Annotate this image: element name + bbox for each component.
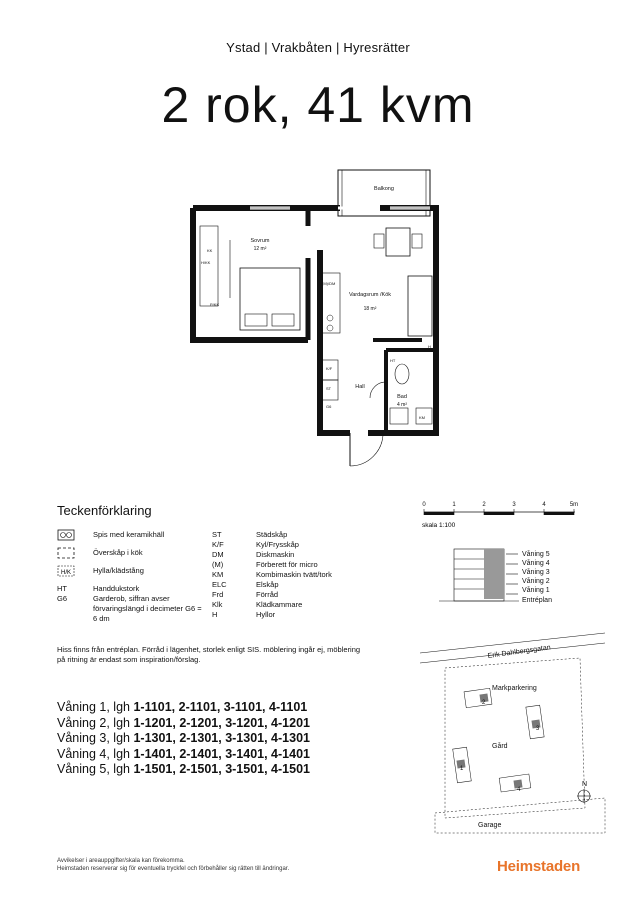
page-subtitle: Ystad | Vrakbåten | Hyresrätter bbox=[226, 40, 410, 55]
unit-row: Våning 5, lgh 1-1501, 2-1501, 3-1501, 4-1501 bbox=[57, 762, 310, 776]
plan-label-ht: HT bbox=[390, 358, 396, 363]
room-label-vardagsrum: Vardagsrum /Kök bbox=[348, 292, 392, 298]
floor-label: Entréplan bbox=[522, 597, 552, 604]
room-area-vardagsrum: 18 m² bbox=[363, 306, 377, 312]
north-label: N bbox=[582, 781, 588, 788]
floor-label: Våning 1 bbox=[522, 587, 550, 594]
overhead-cabinet-icon bbox=[57, 547, 77, 559]
plan-label-kk: KK bbox=[207, 248, 213, 253]
scale-tick: 5m bbox=[569, 502, 579, 508]
room-label-hall: Hall bbox=[355, 384, 365, 390]
room-label-bad: Bad bbox=[397, 394, 407, 400]
notes: Hiss finns från entréplan. Förråd i lägenhet, storlek enligt SIS. möblering ingår ej, möblering på ritning är endast som inspiration/förslag. bbox=[57, 645, 361, 664]
floor-label: Våning 4 bbox=[522, 560, 550, 567]
legend-title: Teckenförklaring bbox=[57, 503, 152, 518]
room-area-sovrum: 12 m² bbox=[253, 246, 267, 252]
scale-bar bbox=[408, 498, 598, 534]
unit-row: Våning 2, lgh 1-1201, 2-1201, 3-1201, 4-1201 bbox=[57, 715, 310, 730]
room-area-bad: 4 m² bbox=[397, 402, 407, 408]
plan-label-kf: K/F bbox=[326, 366, 333, 371]
building-number: 1 bbox=[460, 766, 464, 772]
garage-label: Garage bbox=[478, 822, 502, 829]
scale-tick: 3 bbox=[512, 502, 516, 508]
floor-label: Våning 5 bbox=[522, 551, 550, 558]
shelf-rail-icon bbox=[57, 565, 77, 577]
floor-label: Våning 2 bbox=[522, 578, 550, 585]
plan-label-pkk: P/KK bbox=[210, 302, 220, 307]
parking-label: Markparkering bbox=[492, 685, 537, 692]
plan-label-hkk: H/KK bbox=[201, 260, 211, 265]
plan-label-h: H bbox=[428, 344, 431, 349]
floor-label: Våning 3 bbox=[522, 569, 550, 576]
plan-label-dm: (M)/DM bbox=[322, 281, 336, 286]
unit-row: Våning 4, lgh 1-1401, 2-1401, 3-1401, 4-1401 bbox=[57, 746, 310, 761]
plan-label-g6: G6 bbox=[326, 404, 332, 409]
floor-plan bbox=[190, 168, 450, 468]
page-title: 2 rok, 41 kvm bbox=[161, 77, 475, 133]
plan-label-st: ST bbox=[326, 386, 332, 391]
scale-tick: 1 bbox=[452, 502, 456, 508]
room-label-balkong: Balkong bbox=[374, 186, 394, 192]
room-label-sovrum: Sovrum bbox=[250, 238, 270, 244]
legend: Spis med keramikhäll Överskåp i kök H/K Hylla/klädstång HT Handdukstork G6 Garderob, siffran avser förvaringslängd i decimeter G6 = 6 dm ST Städskåp K/F Kyl/Frysskåp DM Diskmaskin (M) Förberett för micro KM Kombimaskin tvätt/tork ELC Elskåp Frd Förråd Klk Klädkammare H Hyllor bbox=[57, 530, 332, 623]
unit-row: Våning 1, lgh 1-1101, 2-1101, 3-1101, 4-1101 bbox=[57, 700, 308, 714]
scale-tick: 4 bbox=[542, 502, 546, 508]
unit-row: Våning 3, lgh 1-1301, 2-1301, 3-1301, 4-1301 bbox=[57, 731, 310, 745]
courtyard-label: Gård bbox=[492, 743, 508, 750]
building-elevation bbox=[434, 545, 604, 610]
north-arrow-icon bbox=[577, 789, 591, 803]
svg-text:H/K: H/K bbox=[61, 570, 72, 576]
scale-label: skala 1:100 bbox=[422, 522, 456, 529]
plan-label-km: KM bbox=[419, 415, 425, 420]
scale-tick: 2 bbox=[482, 502, 486, 508]
site-plan bbox=[420, 618, 610, 838]
building-number: 3 bbox=[536, 726, 540, 732]
street-label: Erik Dahlbergsgatan bbox=[487, 644, 552, 660]
legend-item-g6: G6 Garderob, siffran avser förvaringslängd i decimeter G6 = 6 dm bbox=[57, 594, 202, 623]
unit-list bbox=[57, 700, 310, 778]
cooktop-icon bbox=[57, 529, 77, 541]
legend-item-ht: HT Handdukstork bbox=[57, 584, 140, 593]
disclaimer: Avvikelser i areauppgifter/skala kan förekomma. Heimstaden reserverar sig för eventuella tryckfel och förbehåller sig rätten till ändringar. bbox=[57, 858, 290, 872]
scale-tick: 0 bbox=[422, 502, 426, 508]
building-number: 4 bbox=[517, 787, 521, 793]
building-number: 2 bbox=[482, 700, 486, 706]
brand-logo: Heimstaden bbox=[497, 858, 581, 875]
